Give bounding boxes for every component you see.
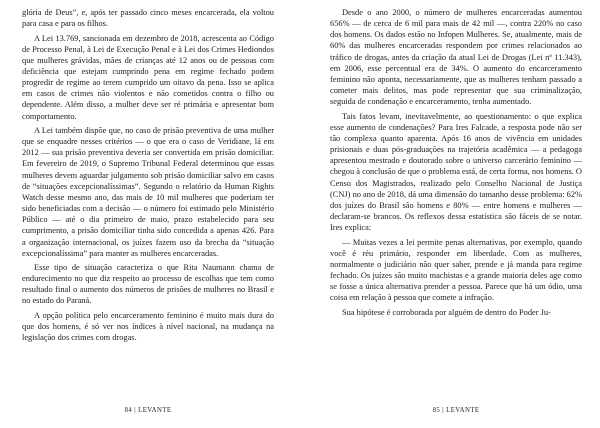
left-paragraph-2: A Lei 13.769, sancionada em dezembro de 2018, acrescenta ao Código de Processo Penal, à Lei de Execução Penal e à Lei dos Crimes Hediondos que mulheres grávidas, mães de crianças até 12 anos ou de pessoas com deficiência que estejam cumprindo pena em regime fechado podem progredir de regime ao terem cumprido um oitavo da pena. Isso se aplica em casos de crimes não violentos e não cometidos contra o filho ou dependente. Além disso, a mulher deve ser ré primária e apresentar bom comportamento. [22,33,274,121]
right-page-folio: 85 | LEVANTE [432,407,480,414]
left-page-folio: 84 | LEVANTE [124,407,172,414]
right-paragraph-3: — Muitas vezes a lei permite penas alternativas, por exemplo, quando você é réu primário, responder em liberdade. Com as mulheres, normalmente o judiciário não quer saber, prende e já manda para regime fechado. Os juízes são muito machistas e a grande maioria deles age como se fosse a única alternativa prender a pessoa. Parece que há um ódio, uma coisa em relação à pessoa que comete a infração. [330,237,582,303]
left-paragraph-3: A Lei também dispõe que, no caso de prisão preventiva de uma mulher que se enquadre nesses critérios — o que era o caso de Veridiane, lá em 2012 — sua prisão preventiva deveria ser convertida em prisão domiciliar. Em fevereiro de 2019, o Supremo Tribunal Federal determinou que essas mulheres devem aguardar julgamento sob prisão domiciliar salvo em casos de “situações excepcionalíssimas”. Segundo o relatório da Human Rights Watch desse mesmo ano, das mais de 10 mil mulheres que poderiam ter sido beneficiadas com a decisão — o número foi estimado pelo Ministério Público — até o dia primeiro de maio, prazo estabelecido para seu cumprimento, a prisão domiciliar tinha sido concedida a apenas 426. Para a organização internacional, os juízes fazem uso da brecha da “situação excepcionalíssima” para manter as mulheres encarceradas. [22,125,274,258]
right-paragraph-4: Sua hipótese é corroborada por alguém de dentro do Poder Ju- [342,307,551,317]
left-paragraph-1: glória de Deus”, e, após ter passado cinco meses encarcerada, ela voltou para casa e para os filhos. [22,8,274,29]
right-page [330,7,582,415]
left-paragraph-5: A opção política pelo encarceramento feminino é muito mais dura do que dos homens, é só ver nos índices à nível nacional, na mudança na legislação dos crimes com drogas. [22,310,274,343]
left-page [22,7,274,415]
right-paragraph-1: Desde o ano 2000, o número de mulheres encarceradas aumentou 656% — de cerca de 6 mil para mais de 42 mil —, contra 220% no caso dos homens. Os dados estão no Infopen Mulheres. Se, atualmente, mais de 60% das mulheres encarceradas respondem por crimes relacionados ao tráfico de drogas, antes da criação da atual Lei de Drogas (Lei nº 11.343), em 2006, esse percentual era de 34%. O aumento do encarceramento feminino não aponta, necessariamente, que as mulheres tenham passado a cometer mais delitos, mas pode representar que sua criminalização, seguida de condenação e encarceramento, tenha aumentado. [330,8,582,107]
right-paragraph-2: Tais fatos levam, inevitavelmente, ao questionamento: o que explica esse aumento de condenações? Para Ires Falcade, a resposta pode não ser tão complexa quanto aparenta. Após 16 anos de vivência em unidades prisionais e duas pós-graduações na trajetória acadêmica — a pedagoga apresentou mestrado e doutorado sobre o universo carcerário feminino — chegou à conclusão de que o problema está, de certa forma, nos homens. O Censo dos Magistrados, realizado pelo Conselho Nacional de Justiça (CNJ) no ano de 2018, dá uma dimensão do tamanho desse problema: 62% dos juízes do Brasil são homens e 80% — entre homens e mulheres — declaram-se brancos. Os reflexos dessa estatística são fáceis de se notar. Ires explica: [330,111,582,233]
left-paragraph-4: Esse tipo de situação caracteriza o que Rita Naumann chama de endurecimento no que diz respeito ao processo de escolhas que tem como resultado final o aumento dos números de prisões de mulheres no Brasil e no estado do Paraná. [22,263,274,306]
